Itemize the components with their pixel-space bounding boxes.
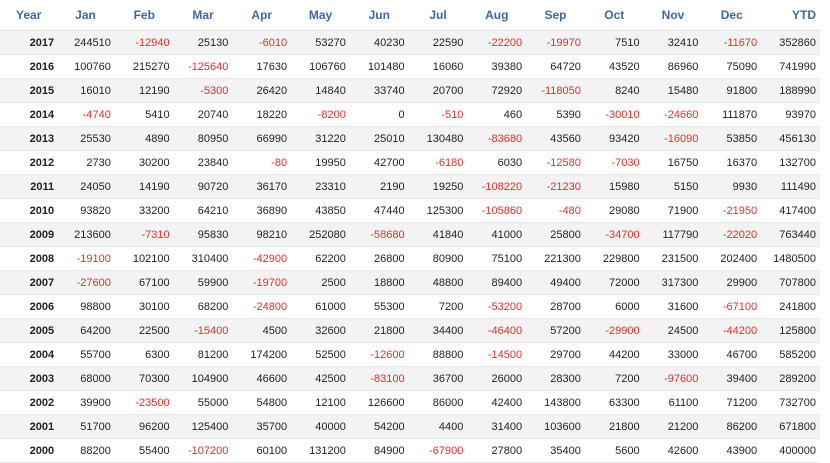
month-value-cell: 41840 — [409, 223, 468, 247]
month-value-cell: 91800 — [702, 79, 761, 103]
month-value-cell: -6010 — [232, 31, 291, 55]
month-value-cell: 101480 — [350, 55, 409, 79]
month-value-cell: 32600 — [291, 319, 350, 343]
month-value-cell: 5410 — [115, 103, 174, 127]
month-value-cell: 46700 — [702, 343, 761, 367]
month-value-cell: -24660 — [644, 103, 703, 127]
month-value-cell: 62200 — [291, 247, 350, 271]
table-row — [0, 343, 820, 367]
ytd-cell: 111490 — [761, 175, 820, 199]
column-header-may[interactable]: May — [291, 0, 350, 31]
month-value-cell: 61100 — [644, 391, 703, 415]
month-value-cell: 90720 — [174, 175, 233, 199]
month-value-cell: 26420 — [232, 79, 291, 103]
month-value-cell: 23840 — [174, 151, 233, 175]
month-value-cell: -4740 — [56, 103, 115, 127]
month-value-cell: 16750 — [644, 151, 703, 175]
month-value-cell: 12100 — [291, 391, 350, 415]
month-value-cell: -83100 — [350, 367, 409, 391]
month-value-cell: 54800 — [232, 391, 291, 415]
month-value-cell: -107200 — [174, 439, 233, 463]
month-value-cell: 16370 — [702, 151, 761, 175]
month-value-cell: 20700 — [409, 79, 468, 103]
month-value-cell: -23500 — [115, 391, 174, 415]
month-value-cell: 98800 — [56, 295, 115, 319]
month-value-cell: 5390 — [526, 103, 585, 127]
month-value-cell: -29900 — [585, 319, 644, 343]
month-value-cell: -108220 — [467, 175, 526, 199]
month-value-cell: 125400 — [174, 415, 233, 439]
month-value-cell: 16010 — [56, 79, 115, 103]
month-value-cell: 35400 — [526, 439, 585, 463]
month-value-cell: 81200 — [174, 343, 233, 367]
month-value-cell: 143800 — [526, 391, 585, 415]
month-value-cell: 22590 — [409, 31, 468, 55]
table-body — [0, 31, 820, 463]
column-header-oct[interactable]: Oct — [585, 0, 644, 31]
month-value-cell: 21200 — [644, 415, 703, 439]
month-value-cell: 24500 — [644, 319, 703, 343]
month-value-cell: 80950 — [174, 127, 233, 151]
column-header-ytd[interactable]: YTD — [761, 0, 820, 31]
table-row — [0, 439, 820, 463]
month-value-cell: 44200 — [585, 343, 644, 367]
month-value-cell: 32410 — [644, 31, 703, 55]
month-value-cell: 229800 — [585, 247, 644, 271]
month-value-cell: 89400 — [467, 271, 526, 295]
month-value-cell: 40230 — [350, 31, 409, 55]
ytd-cell: 352860 — [761, 31, 820, 55]
month-value-cell: -16090 — [644, 127, 703, 151]
month-value-cell: 7200 — [585, 367, 644, 391]
month-value-cell: 31220 — [291, 127, 350, 151]
month-value-cell: -15400 — [174, 319, 233, 343]
column-header-aug[interactable]: Aug — [467, 0, 526, 31]
month-value-cell: 21800 — [585, 415, 644, 439]
table-row — [0, 103, 820, 127]
ytd-cell: 585200 — [761, 343, 820, 367]
month-value-cell: -480 — [526, 199, 585, 223]
month-value-cell: 100760 — [56, 55, 115, 79]
month-value-cell: 42500 — [291, 367, 350, 391]
month-value-cell: 33740 — [350, 79, 409, 103]
month-value-cell: 2500 — [291, 271, 350, 295]
month-value-cell: 43560 — [526, 127, 585, 151]
month-value-cell: 25130 — [174, 31, 233, 55]
month-value-cell: 202400 — [702, 247, 761, 271]
year-cell: 2017 — [0, 31, 56, 55]
month-value-cell: -19100 — [56, 247, 115, 271]
month-value-cell: 35700 — [232, 415, 291, 439]
month-value-cell: 95830 — [174, 223, 233, 247]
month-value-cell: 174200 — [232, 343, 291, 367]
table-row — [0, 295, 820, 319]
ytd-cell: 93970 — [761, 103, 820, 127]
month-value-cell: -105860 — [467, 199, 526, 223]
month-value-cell: 39380 — [467, 55, 526, 79]
column-header-jan[interactable]: Jan — [56, 0, 115, 31]
ytd-cell: 241800 — [761, 295, 820, 319]
month-value-cell: 5150 — [644, 175, 703, 199]
month-value-cell: 26000 — [467, 367, 526, 391]
month-value-cell: 64210 — [174, 199, 233, 223]
table-row — [0, 391, 820, 415]
month-value-cell: 96200 — [115, 415, 174, 439]
ytd-cell: 671800 — [761, 415, 820, 439]
table-row — [0, 199, 820, 223]
table-row — [0, 151, 820, 175]
year-cell: 2006 — [0, 295, 56, 319]
month-value-cell: 34400 — [409, 319, 468, 343]
month-value-cell: -44200 — [702, 319, 761, 343]
month-value-cell: 21800 — [350, 319, 409, 343]
month-value-cell: 14840 — [291, 79, 350, 103]
ytd-cell: 456130 — [761, 127, 820, 151]
month-value-cell: -67100 — [702, 295, 761, 319]
table-row — [0, 247, 820, 271]
year-cell: 2010 — [0, 199, 56, 223]
month-value-cell: 15480 — [644, 79, 703, 103]
table-row — [0, 127, 820, 151]
month-value-cell: -5300 — [174, 79, 233, 103]
month-value-cell: 4500 — [232, 319, 291, 343]
month-value-cell: -97600 — [644, 367, 703, 391]
month-value-cell: -21230 — [526, 175, 585, 199]
month-value-cell: 40000 — [291, 415, 350, 439]
month-value-cell: 57200 — [526, 319, 585, 343]
year-cell: 2016 — [0, 55, 56, 79]
month-value-cell: 16060 — [409, 55, 468, 79]
year-cell: 2003 — [0, 367, 56, 391]
ytd-cell: 741990 — [761, 55, 820, 79]
month-value-cell: 36170 — [232, 175, 291, 199]
month-value-cell: -118050 — [526, 79, 585, 103]
month-value-cell: -7310 — [115, 223, 174, 247]
year-cell: 2014 — [0, 103, 56, 127]
year-cell: 2005 — [0, 319, 56, 343]
month-value-cell: -12580 — [526, 151, 585, 175]
month-value-cell: -14500 — [467, 343, 526, 367]
month-value-cell: 42600 — [644, 439, 703, 463]
table-row — [0, 55, 820, 79]
month-value-cell: 33000 — [644, 343, 703, 367]
ytd-cell: 289200 — [761, 367, 820, 391]
month-value-cell: -83680 — [467, 127, 526, 151]
month-value-cell: 51700 — [56, 415, 115, 439]
month-value-cell: 25530 — [56, 127, 115, 151]
month-value-cell: -42900 — [232, 247, 291, 271]
table-row — [0, 79, 820, 103]
month-value-cell: 39900 — [56, 391, 115, 415]
year-cell: 2015 — [0, 79, 56, 103]
month-value-cell: 55700 — [56, 343, 115, 367]
month-value-cell: 98210 — [232, 223, 291, 247]
month-value-cell: -46400 — [467, 319, 526, 343]
month-value-cell: 102100 — [115, 247, 174, 271]
month-value-cell: 64720 — [526, 55, 585, 79]
month-value-cell: 60100 — [232, 439, 291, 463]
month-value-cell: 36890 — [232, 199, 291, 223]
month-value-cell: 55400 — [115, 439, 174, 463]
month-value-cell: 5600 — [585, 439, 644, 463]
month-value-cell: -53200 — [467, 295, 526, 319]
ytd-cell: 707800 — [761, 271, 820, 295]
month-value-cell: 72000 — [585, 271, 644, 295]
month-value-cell: 93420 — [585, 127, 644, 151]
month-value-cell: 47440 — [350, 199, 409, 223]
month-value-cell: 52500 — [291, 343, 350, 367]
month-value-cell: -19700 — [232, 271, 291, 295]
month-value-cell: 231500 — [644, 247, 703, 271]
month-value-cell: 42400 — [467, 391, 526, 415]
month-value-cell: -34700 — [585, 223, 644, 247]
month-value-cell: 86000 — [409, 391, 468, 415]
year-cell: 2013 — [0, 127, 56, 151]
column-header-jun[interactable]: Jun — [350, 0, 409, 31]
month-value-cell: -27600 — [56, 271, 115, 295]
year-cell: 2001 — [0, 415, 56, 439]
month-value-cell: 4890 — [115, 127, 174, 151]
month-value-cell: -19970 — [526, 31, 585, 55]
month-value-cell: 117790 — [644, 223, 703, 247]
month-value-cell: 29900 — [702, 271, 761, 295]
month-value-cell: 18220 — [232, 103, 291, 127]
column-header-sep[interactable]: Sep — [526, 0, 585, 31]
month-value-cell: 31600 — [644, 295, 703, 319]
column-header-nov[interactable]: Nov — [644, 0, 703, 31]
month-value-cell: 30200 — [115, 151, 174, 175]
month-value-cell: 53850 — [702, 127, 761, 151]
month-value-cell: 71900 — [644, 199, 703, 223]
month-value-cell: 86200 — [702, 415, 761, 439]
month-value-cell: 86960 — [644, 55, 703, 79]
month-value-cell: 33200 — [115, 199, 174, 223]
month-value-cell: 43520 — [585, 55, 644, 79]
table-row — [0, 271, 820, 295]
table-header-row — [0, 0, 820, 31]
table-row — [0, 31, 820, 55]
month-value-cell: 6300 — [115, 343, 174, 367]
month-value-cell: 43850 — [291, 199, 350, 223]
month-value-cell: 244510 — [56, 31, 115, 55]
month-value-cell: 317300 — [644, 271, 703, 295]
month-value-cell: 14190 — [115, 175, 174, 199]
month-value-cell: 310400 — [174, 247, 233, 271]
ytd-cell: 1480500 — [761, 247, 820, 271]
month-value-cell: 2190 — [350, 175, 409, 199]
month-value-cell: 17630 — [232, 55, 291, 79]
month-value-cell: 4400 — [409, 415, 468, 439]
column-header-dec[interactable]: Dec — [702, 0, 761, 31]
month-value-cell: 75100 — [467, 247, 526, 271]
table-row — [0, 367, 820, 391]
month-value-cell: 215270 — [115, 55, 174, 79]
month-value-cell: 54200 — [350, 415, 409, 439]
month-value-cell: 26800 — [350, 247, 409, 271]
ytd-cell: 132700 — [761, 151, 820, 175]
month-value-cell: 30100 — [115, 295, 174, 319]
month-value-cell: 88800 — [409, 343, 468, 367]
table-row — [0, 175, 820, 199]
month-value-cell: -8200 — [291, 103, 350, 127]
month-value-cell: 61000 — [291, 295, 350, 319]
month-value-cell: 66990 — [232, 127, 291, 151]
year-cell: 2007 — [0, 271, 56, 295]
month-value-cell: 23310 — [291, 175, 350, 199]
month-value-cell: 7200 — [409, 295, 468, 319]
month-value-cell: -24800 — [232, 295, 291, 319]
month-value-cell: 9930 — [702, 175, 761, 199]
column-header-jul[interactable]: Jul — [409, 0, 468, 31]
month-value-cell: -12940 — [115, 31, 174, 55]
month-value-cell: 67100 — [115, 271, 174, 295]
month-value-cell: 48800 — [409, 271, 468, 295]
month-value-cell: 27800 — [467, 439, 526, 463]
column-header-feb[interactable]: Feb — [115, 0, 174, 31]
month-value-cell: 28700 — [526, 295, 585, 319]
month-value-cell: 75090 — [702, 55, 761, 79]
month-value-cell: 25800 — [526, 223, 585, 247]
month-value-cell: 130480 — [409, 127, 468, 151]
month-value-cell: 131200 — [291, 439, 350, 463]
column-header-apr[interactable]: Apr — [232, 0, 291, 31]
month-value-cell: 88200 — [56, 439, 115, 463]
month-value-cell: 80900 — [409, 247, 468, 271]
month-value-cell: 29080 — [585, 199, 644, 223]
column-header-mar[interactable]: Mar — [174, 0, 233, 31]
year-cell: 2002 — [0, 391, 56, 415]
month-value-cell: 104900 — [174, 367, 233, 391]
ytd-cell: 417400 — [761, 199, 820, 223]
month-value-cell: -12600 — [350, 343, 409, 367]
year-cell: 2012 — [0, 151, 56, 175]
month-value-cell: 46600 — [232, 367, 291, 391]
month-value-cell: 103600 — [526, 415, 585, 439]
month-value-cell: 2730 — [56, 151, 115, 175]
ytd-cell: 400000 — [761, 439, 820, 463]
month-value-cell: 28300 — [526, 367, 585, 391]
month-value-cell: 63300 — [585, 391, 644, 415]
ytd-cell: 732700 — [761, 391, 820, 415]
month-value-cell: 70300 — [115, 367, 174, 391]
month-value-cell: 221300 — [526, 247, 585, 271]
month-value-cell: 213600 — [56, 223, 115, 247]
month-value-cell: 71200 — [702, 391, 761, 415]
month-value-cell: -6180 — [409, 151, 468, 175]
month-value-cell: 125300 — [409, 199, 468, 223]
month-value-cell: -80 — [232, 151, 291, 175]
month-value-cell: 0 — [350, 103, 409, 127]
month-value-cell: 42700 — [350, 151, 409, 175]
month-value-cell: 252080 — [291, 223, 350, 247]
year-cell: 2000 — [0, 439, 56, 463]
ytd-cell: 763440 — [761, 223, 820, 247]
table-row — [0, 415, 820, 439]
month-value-cell: 20740 — [174, 103, 233, 127]
month-value-cell: 106760 — [291, 55, 350, 79]
year-cell: 2009 — [0, 223, 56, 247]
month-value-cell: 84900 — [350, 439, 409, 463]
table-row — [0, 319, 820, 343]
month-value-cell: -22020 — [702, 223, 761, 247]
month-value-cell: -58680 — [350, 223, 409, 247]
table-row — [0, 223, 820, 247]
month-value-cell: 460 — [467, 103, 526, 127]
month-value-cell: 93820 — [56, 199, 115, 223]
month-value-cell: 8240 — [585, 79, 644, 103]
month-value-cell: 49400 — [526, 271, 585, 295]
month-value-cell: 126600 — [350, 391, 409, 415]
month-value-cell: 36700 — [409, 367, 468, 391]
month-value-cell: 15980 — [585, 175, 644, 199]
month-value-cell: -22200 — [467, 31, 526, 55]
month-value-cell: 19950 — [291, 151, 350, 175]
month-value-cell: -125640 — [174, 55, 233, 79]
month-value-cell: -510 — [409, 103, 468, 127]
ytd-cell: 125800 — [761, 319, 820, 343]
month-value-cell: -67900 — [409, 439, 468, 463]
month-value-cell: 29700 — [526, 343, 585, 367]
month-value-cell: 43900 — [702, 439, 761, 463]
month-value-cell: -21950 — [702, 199, 761, 223]
month-value-cell: -30010 — [585, 103, 644, 127]
month-value-cell: 25010 — [350, 127, 409, 151]
month-value-cell: 55300 — [350, 295, 409, 319]
year-cell: 2008 — [0, 247, 56, 271]
month-value-cell: 59900 — [174, 271, 233, 295]
year-cell: 2004 — [0, 343, 56, 367]
month-value-cell: 6000 — [585, 295, 644, 319]
month-value-cell: 24050 — [56, 175, 115, 199]
column-header-year[interactable]: Year — [0, 0, 56, 31]
month-value-cell: 72920 — [467, 79, 526, 103]
year-cell: 2011 — [0, 175, 56, 199]
month-value-cell: 111870 — [702, 103, 761, 127]
month-value-cell: 39400 — [702, 367, 761, 391]
month-value-cell: 6030 — [467, 151, 526, 175]
month-value-cell: -7030 — [585, 151, 644, 175]
month-value-cell: 41000 — [467, 223, 526, 247]
month-value-cell: 22500 — [115, 319, 174, 343]
month-value-cell: 68000 — [56, 367, 115, 391]
month-value-cell: 53270 — [291, 31, 350, 55]
month-value-cell: -11670 — [702, 31, 761, 55]
month-value-cell: 55000 — [174, 391, 233, 415]
month-value-cell: 7510 — [585, 31, 644, 55]
month-value-cell: 31400 — [467, 415, 526, 439]
month-value-cell: 64200 — [56, 319, 115, 343]
month-value-cell: 12190 — [115, 79, 174, 103]
month-value-cell: 19250 — [409, 175, 468, 199]
month-value-cell: 18800 — [350, 271, 409, 295]
ytd-cell: 188990 — [761, 79, 820, 103]
month-value-cell: 68200 — [174, 295, 233, 319]
